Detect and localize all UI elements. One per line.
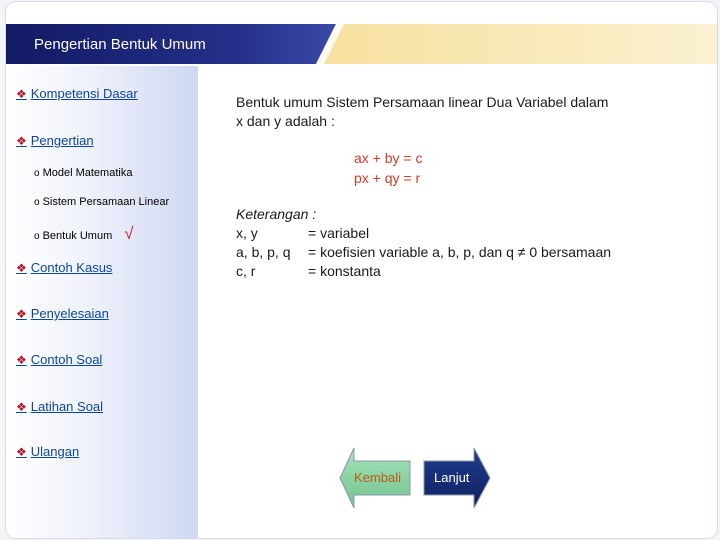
- bullet-marker: o: [34, 230, 40, 242]
- nav-latihan-soal[interactable]: [16, 399, 103, 414]
- diamond-bullet-icon: ❖: [16, 444, 27, 459]
- equation-2: px + qy = r: [354, 170, 421, 186]
- nav-label: Contoh Kasus: [30, 260, 113, 275]
- nav-penyelesaian[interactable]: [16, 306, 109, 321]
- nav-label: Kompetensi Dasar: [30, 86, 138, 101]
- keterangan-row: [236, 262, 611, 281]
- keterangan-block: [236, 205, 611, 281]
- keterangan-symbol: c, r: [236, 263, 256, 279]
- nav-label: Contoh Soal: [30, 352, 103, 367]
- diamond-bullet-icon: ❖: [16, 306, 27, 321]
- subnav-model-matematika[interactable]: [34, 167, 132, 179]
- subnav-sistem-persamaan-linear[interactable]: [34, 196, 169, 208]
- check-icon: √: [124, 224, 134, 243]
- keterangan-desc: = konstanta: [308, 263, 381, 279]
- nav-label: Ulangan: [30, 444, 80, 459]
- nav-label: Penyelesaian: [30, 306, 109, 321]
- subnav-bentuk-umum[interactable]: [34, 226, 134, 246]
- nav-contoh-soal[interactable]: [16, 352, 102, 367]
- keterangan-row: [236, 224, 611, 243]
- bullet-marker: o: [34, 167, 40, 179]
- diamond-bullet-icon: ❖: [16, 352, 27, 367]
- nav-label: Pengertian: [30, 133, 94, 148]
- navigation-buttons: [338, 446, 498, 510]
- header-graphic: [6, 2, 717, 64]
- bullet-marker: o: [34, 196, 40, 208]
- diamond-bullet-icon: ❖: [16, 86, 27, 101]
- next-button[interactable]: Lanjut: [434, 470, 470, 485]
- keterangan-desc: = koefisien variable a, b, p, dan q ≠ 0 bersamaan: [308, 244, 612, 260]
- equation-system: [354, 148, 422, 188]
- subnav-label: Model Matematika: [42, 167, 133, 179]
- keterangan-row: [236, 243, 611, 262]
- diamond-bullet-icon: ❖: [16, 133, 27, 148]
- diamond-bullet-icon: ❖: [16, 399, 27, 414]
- subnav-label: Bentuk Umum: [42, 230, 113, 242]
- nav-ulangan[interactable]: [16, 444, 79, 459]
- keterangan-desc: = variabel: [308, 225, 370, 241]
- nav-contoh-kasus[interactable]: [16, 260, 112, 275]
- keterangan-title: Keterangan :: [236, 206, 317, 222]
- back-button[interactable]: Kembali: [354, 470, 401, 485]
- nav-kompetensi-dasar[interactable]: [16, 86, 138, 101]
- keterangan-symbol: a, b, p, q: [236, 244, 291, 260]
- header-bar: [6, 2, 717, 64]
- equation-1: ax + by = c: [354, 150, 423, 166]
- intro-line: x dan y adalah :: [236, 113, 335, 129]
- nav-label: Latihan Soal: [30, 399, 104, 414]
- intro-text: [236, 93, 608, 131]
- diamond-bullet-icon: ❖: [16, 260, 27, 275]
- nav-pengertian[interactable]: [16, 133, 94, 148]
- keterangan-symbol: x, y: [236, 225, 258, 241]
- subnav-label: Sistem Persamaan Linear: [42, 196, 170, 208]
- page-title: Pengertian Bentuk Umum: [34, 36, 206, 53]
- intro-line: Bentuk umum Sistem Persamaan linear Dua Variabel dalam: [236, 94, 609, 110]
